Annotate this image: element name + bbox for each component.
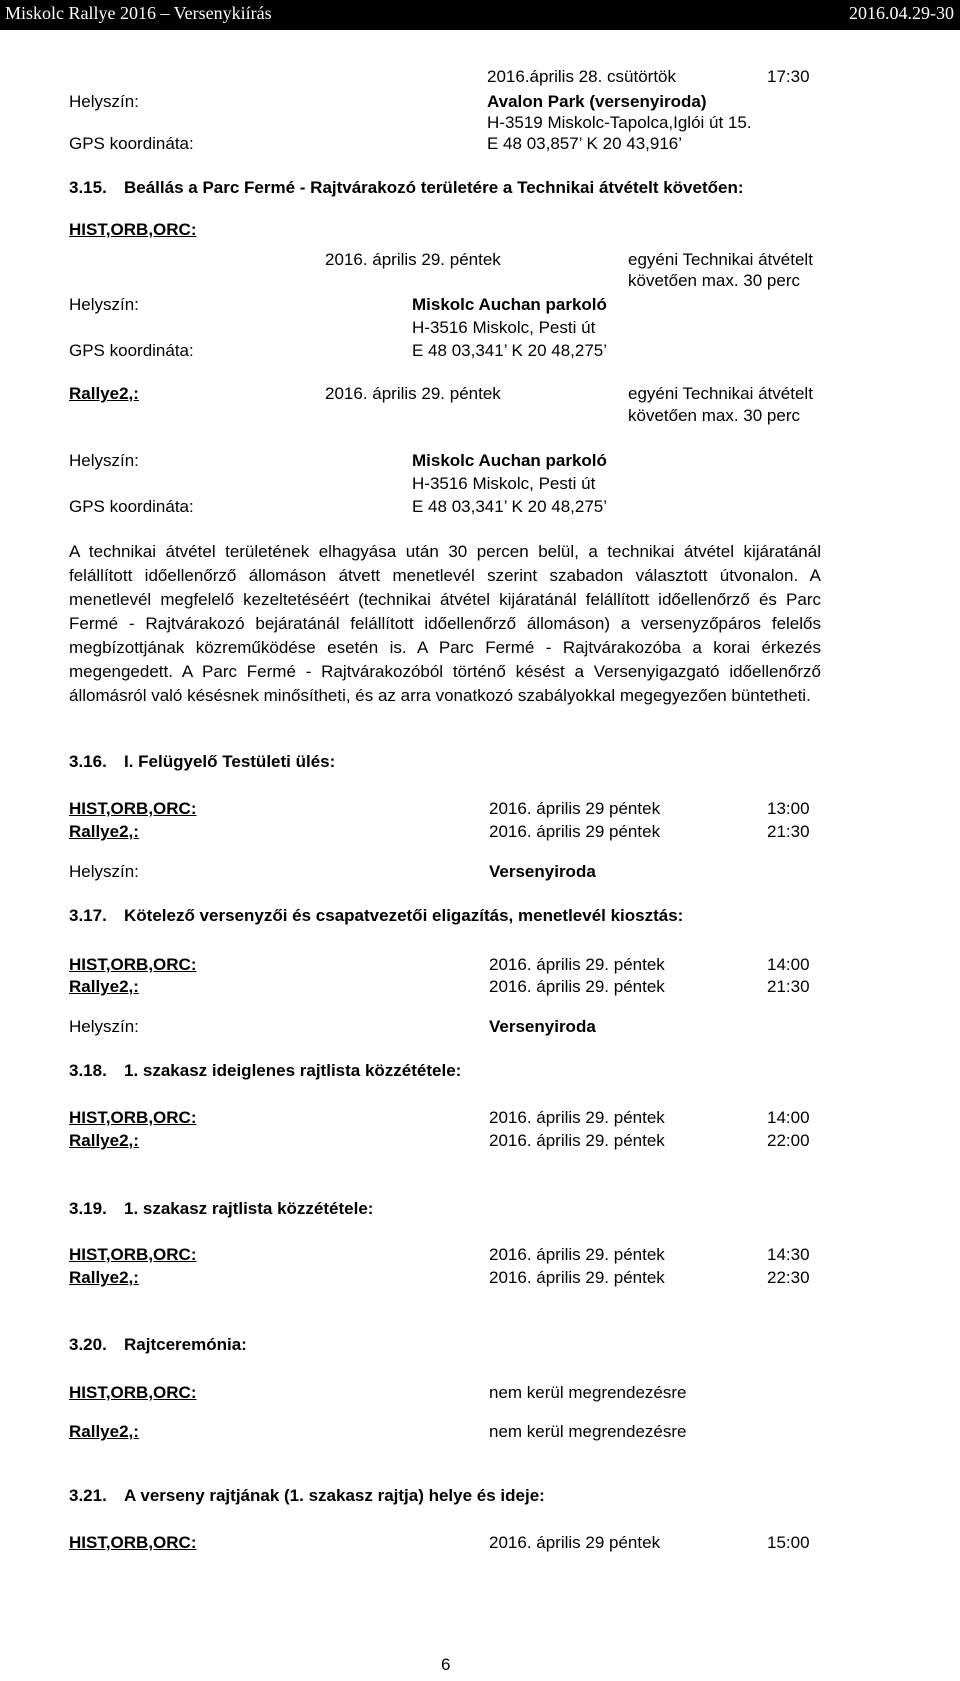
s314-date: 2016.április 28. csütörtök xyxy=(487,67,676,86)
s319-row2-date: 2016. április 29. péntek xyxy=(489,1268,665,1287)
s315-g2-gps: E 48 03,341’ K 20 48,275’ xyxy=(412,497,608,516)
s315-g1-loc-addr: H-3516 Miskolc, Pesti út xyxy=(412,318,596,337)
s318-row2-date: 2016. április 29. péntek xyxy=(489,1131,665,1150)
s315-g2-loc-addr: H-3516 Miskolc, Pesti út xyxy=(412,474,596,493)
s315-g2-loc-name: Miskolc Auchan parkoló xyxy=(412,451,607,470)
s320-number: 3.20. xyxy=(69,1335,107,1354)
s315-g1-loc-name: Miskolc Auchan parkoló xyxy=(412,295,607,314)
header-date: 2016.04.29-30 xyxy=(849,3,954,23)
s319-row2-category: Rallye2,: xyxy=(69,1268,139,1287)
s319-row1-date: 2016. április 29. péntek xyxy=(489,1245,665,1264)
s319-row1-time: 14:30 xyxy=(767,1245,810,1264)
s314-gps-label: GPS koordináta: xyxy=(69,134,194,153)
s319-row1-category: HIST,ORB,ORC: xyxy=(69,1245,197,1264)
s315-g1-gps: E 48 03,341’ K 20 48,275’ xyxy=(412,341,608,360)
s315-g1-note1: egyéni Technikai átvételt xyxy=(628,250,813,269)
s316-loc-label: Helyszín: xyxy=(69,862,139,881)
s315-paragraph: A technikai átvétel területének elhagyása után 30 percen belül, a technikai átvétel kijáratánál felállított időellenőrző állomáson átvett menetlevél szerint szabadon választott útvonalon. A menetlevél megfelelő kezeltetéséért (technikai átvétel kijáratánál felállított időellenőrző és Parc Fermé - Rajtvárakozó bejáratánál felállított időellenőrző állomáson) a versenyzőpáros felelős megbízottjának közreműködése esetén is. A Parc Fermé - Rajtvárakozóba a korai érkezés megengedett. A Parc Fermé - Rajtvárakozóból történő késést a Versenyigazgató időellenőrző állomásról való késésnek minősítheti, és az arra vonatkozó szabályokkal megegyezően büntetheti. xyxy=(69,542,821,705)
s317-number: 3.17. xyxy=(69,906,107,925)
s318-row1-time: 14:00 xyxy=(767,1108,810,1127)
s320-row2-category: Rallye2,: xyxy=(69,1422,139,1441)
s318-row1-category: HIST,ORB,ORC: xyxy=(69,1108,197,1127)
s318-number: 3.18. xyxy=(69,1061,107,1080)
s320-row1-category: HIST,ORB,ORC: xyxy=(69,1383,197,1402)
s318-row2-time: 22:00 xyxy=(767,1131,810,1150)
s317-row1-category: HIST,ORB,ORC: xyxy=(69,955,197,974)
s321-row1-time: 15:00 xyxy=(767,1533,810,1552)
s315-g1-note2: követően max. 30 perc xyxy=(628,271,800,290)
s317-row1-date: 2016. április 29. péntek xyxy=(489,955,665,974)
s317-row2-date: 2016. április 29. péntek xyxy=(489,977,665,996)
page-header xyxy=(0,0,960,30)
s315-number: 3.15. xyxy=(69,178,107,197)
s315-g2-date: 2016. április 29. péntek xyxy=(325,384,501,403)
s316-row1-date: 2016. április 29 péntek xyxy=(489,799,661,818)
s319-title: 1. szakasz rajtlista közzététele: xyxy=(124,1199,374,1218)
s316-loc: Versenyiroda xyxy=(489,862,596,881)
s315-g2-note2: követően max. 30 perc xyxy=(628,406,800,425)
s317-row2-time: 21:30 xyxy=(767,977,810,996)
s316-row2-category: Rallye2,: xyxy=(69,822,139,841)
s319-row2-time: 22:30 xyxy=(767,1268,810,1287)
header-title: Miskolc Rallye 2016 – Versenykiírás xyxy=(5,3,272,23)
s319-number: 3.19. xyxy=(69,1199,107,1218)
s314-loc-label: Helyszín: xyxy=(69,92,139,111)
s321-title: A verseny rajtjának (1. szakasz rajtja) helye és ideje: xyxy=(124,1486,545,1505)
s315-g2-gps-label: GPS koordináta: xyxy=(69,497,194,516)
s315-title: Beállás a Parc Fermé - Rajtvárakozó területére a Technikai átvételt követően: xyxy=(124,178,744,197)
s321-number: 3.21. xyxy=(69,1486,107,1505)
s320-row1-text: nem kerül megrendezésre xyxy=(489,1383,687,1402)
s317-loc: Versenyiroda xyxy=(489,1017,596,1036)
s317-row1-time: 14:00 xyxy=(767,955,810,974)
s315-g2-loc-label: Helyszín: xyxy=(69,451,139,470)
s315-g1-loc-label: Helyszín: xyxy=(69,295,139,314)
s318-title: 1. szakasz ideiglenes rajtlista közzététele: xyxy=(124,1061,462,1080)
page-number: 6 xyxy=(441,1655,451,1674)
s316-row1-time: 13:00 xyxy=(767,799,810,818)
s318-row2-category: Rallye2,: xyxy=(69,1131,139,1150)
s314-gps: E 48 03,857’ K 20 43,916’ xyxy=(487,134,683,153)
s314-loc-addr: H-3519 Miskolc-Tapolca,Iglói út 15. xyxy=(487,113,752,132)
s317-loc-label: Helyszín: xyxy=(69,1017,139,1036)
s316-title: I. Felügyelő Testületi ülés: xyxy=(124,752,336,771)
s318-row1-date: 2016. április 29. péntek xyxy=(489,1108,665,1127)
s316-row2-time: 21:30 xyxy=(767,822,810,841)
s315-g1-date: 2016. április 29. péntek xyxy=(325,250,501,269)
s320-row2-text: nem kerül megrendezésre xyxy=(489,1422,687,1441)
s315-g1-gps-label: GPS koordináta: xyxy=(69,341,194,360)
s320-title: Rajtceremónia: xyxy=(124,1335,247,1354)
s316-row1-category: HIST,ORB,ORC: xyxy=(69,799,197,818)
s317-row2-category: Rallye2,: xyxy=(69,977,139,996)
s315-g2-category: Rallye2,: xyxy=(69,384,139,403)
s316-row2-date: 2016. április 29 péntek xyxy=(489,822,661,841)
s317-title: Kötelező versenyzői és csapatvezetői eligazítás, menetlevél kiosztás: xyxy=(124,906,684,925)
s321-row1-category: HIST,ORB,ORC: xyxy=(69,1533,197,1552)
s314-time: 17:30 xyxy=(767,67,810,86)
s316-number: 3.16. xyxy=(69,752,107,771)
s314-loc-name: Avalon Park (versenyiroda) xyxy=(487,92,707,111)
s315-g2-note1: egyéni Technikai átvételt xyxy=(628,384,813,403)
s321-row1-date: 2016. április 29 péntek xyxy=(489,1533,661,1552)
s315-g1-category: HIST,ORB,ORC: xyxy=(69,220,197,239)
